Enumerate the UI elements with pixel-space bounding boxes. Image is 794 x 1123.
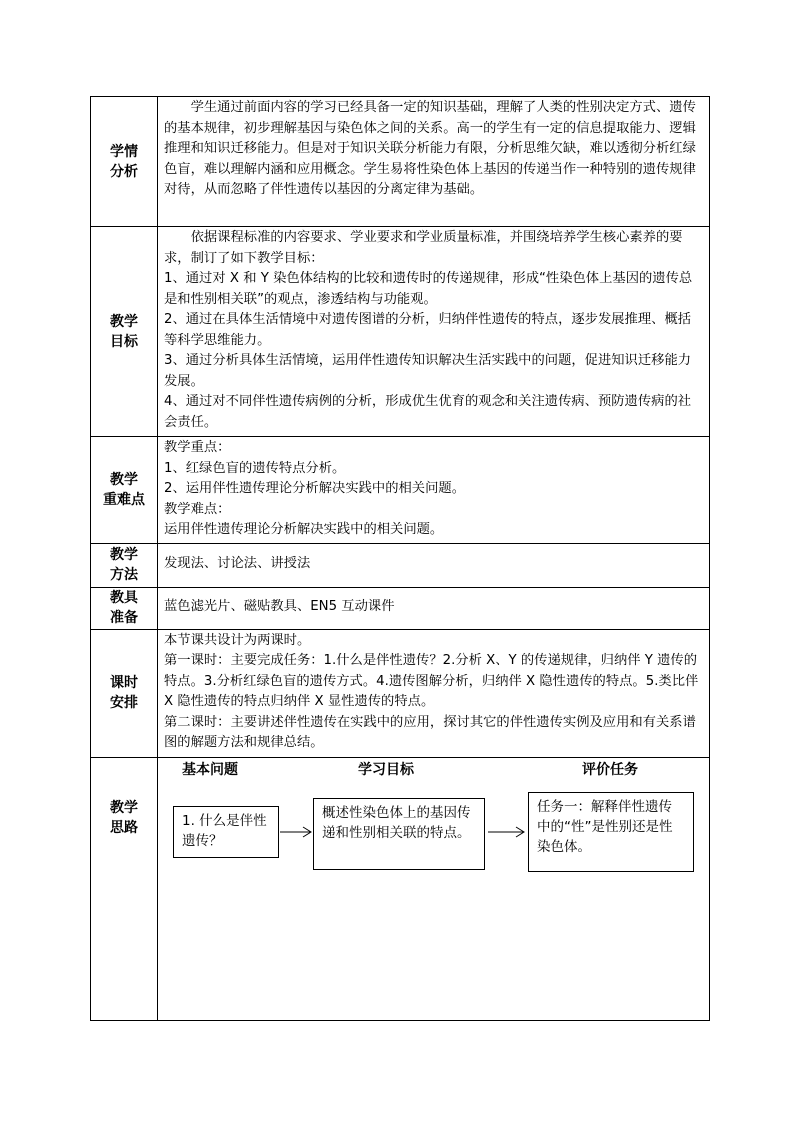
row-content [158, 757, 710, 1020]
row-content [158, 587, 710, 629]
paragraph: 运用伴性遗传理论分析解决实践中的相关问题。 [164, 522, 444, 537]
row-label: 教学 方法 [91, 543, 158, 587]
header-evaluation-task: 评价任务 [582, 761, 638, 778]
row-teaching-approach [91, 757, 710, 1020]
row-schedule [91, 629, 710, 757]
row-content [158, 437, 710, 544]
paragraph: 1、红绿色盲的遗传特点分析。 [164, 460, 346, 476]
row-label: 教学 目标 [91, 227, 158, 437]
header-learning-goal: 学习目标 [358, 761, 414, 778]
row-content [158, 629, 710, 757]
row-student-analysis [91, 97, 710, 227]
row-key-points [91, 437, 710, 544]
lesson-plan-table [90, 96, 710, 1021]
arrow-right-icon [279, 824, 313, 840]
row-content [158, 543, 710, 587]
row-label: 学情 分析 [91, 97, 158, 227]
paragraph: 4、通过对不同伴性遗传病例的分析，形成优生优育的观念和关注遗传病、预防遗传病的社会责任。 [164, 394, 692, 430]
paragraph: 蓝色滤光片、磁贴教具、EN5 互动课件 [164, 599, 395, 615]
paragraph: 2、通过在具体生活情境中对遗传图谱的分析，归纳伴性遗传的特点，逐步发展推理、概括等科学思维能力。 [164, 312, 692, 348]
paragraph: 教学难点： [164, 501, 231, 517]
row-teaching-method [91, 543, 710, 587]
paragraph: 本节课共设计为两课时。 [164, 632, 311, 648]
goal-box: 概述性染色体上的基因传递和性别相关联的特点。 [313, 798, 485, 870]
paragraph: 2、运用伴性遗传理论分析解决实践中的相关问题。 [164, 481, 465, 496]
paragraph: 第二课时：主要讲述伴性遗传在实践中的应用，探讨其它的伴性遗传实例及应用和有关系谱图的解题方法和规律总结。 [164, 714, 696, 750]
row-label: 教具 准备 [91, 587, 158, 629]
row-teaching-goals [91, 227, 710, 437]
header-basic-question: 基本问题 [182, 761, 238, 778]
paragraph: 3、通过分析具体生活情境，运用伴性遗传知识解决生活实践中的问题，促进知识迁移能力发展。 [164, 353, 692, 389]
arrow-right-icon [486, 824, 526, 840]
paragraph: 第一课时：主要完成任务：1.什么是伴性遗传？2.分析 X、Y 的传递规律，归纳伴 Y 遗传的特点。3.分析红绿色盲的遗传方式。4.遗传图解分析，归纳伴 X 隐性遗传的特点。5.类比伴 X 隐性遗传的特点归纳伴 X 显性遗传的特点。 [164, 653, 699, 709]
task-box: 任务一：解释伴性遗传中的“性”是性别还是性染色体。 [528, 792, 694, 872]
row-label: 教学 重难点 [91, 437, 158, 544]
row-content [158, 227, 710, 437]
row-teaching-aids [91, 587, 710, 629]
question-box: 1. 什么是伴性遗传？ [173, 806, 279, 858]
row-label: 教学 思路 [91, 757, 158, 1020]
paragraph: 依据课程标准的内容要求、学业要求和学业质量标准，并围绕培养学生核心素养的要求，制订了如下教学目标： [164, 230, 683, 266]
paragraph: 教学重点： [164, 440, 231, 455]
approach-flow [158, 758, 709, 1020]
paragraph: 学生通过前面内容的学习已经具备一定的知识基础，理解了人类的性别决定方式、遗传的基本规律，初步理解基因与染色体之间的关系。高一的学生有一定的信息提取能力、逻辑推理和知识迁移能力。但是对于知识关联分析能力有限，分析思维欠缺，难以透彻分析红绿色盲，难以理解内涵和应用概念。学生易将性染色体上基因的传递当作一种特别的遗传规律对待，从而忽略了伴性遗传以基因的分离定律为基础。 [164, 100, 696, 197]
row-label: 课时 安排 [91, 629, 158, 757]
paragraph: 发现法、讨论法、讲授法 [164, 556, 311, 572]
row-content [158, 97, 710, 227]
paragraph: 1、通过对 X 和 Y 染色体结构的比较和遗传时的传递规律，形成“性染色体上基因的遗传总是和性别相关联”的观点，渗透结构与功能观。 [164, 271, 693, 307]
